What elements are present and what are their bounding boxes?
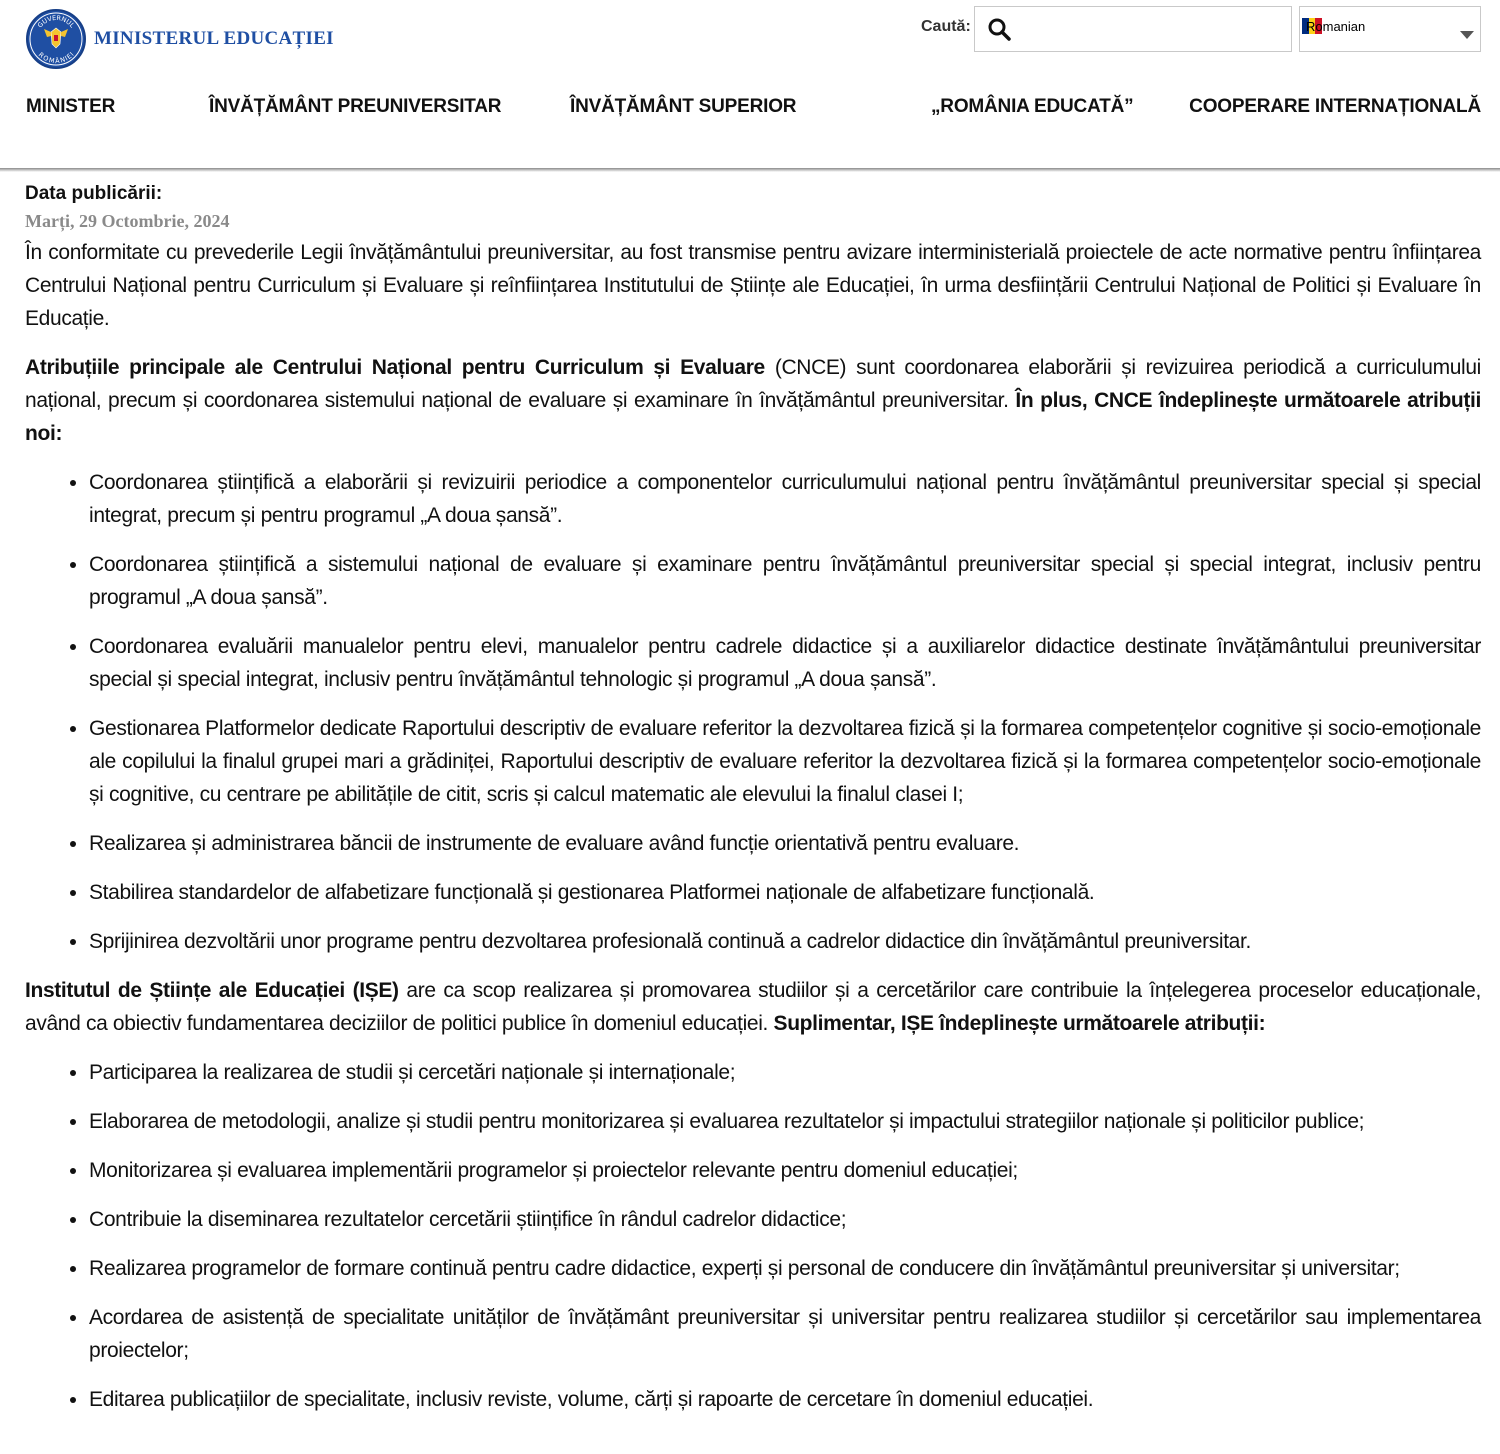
site-header [0,0,1500,170]
cnce-paragraph [25,351,1481,450]
main-navigation [26,96,1481,122]
cnce-list [25,466,1481,958]
ministry-logo[interactable] [26,9,334,69]
ise-lead: Institutul de Științe ale Educației (IȘE) [25,979,399,1002]
ise-text: are ca scop realizarea și promovarea studiilor și a cercetărilor care contribuie la înțelegerea proceselor educaționale, având ca obiectiv fundamentarea deciziilor de politici publice în domeniul educației. [25,979,1481,1035]
government-seal-icon [26,9,86,69]
seal-top-text: GUVERNUL [35,13,77,30]
list-item: • Coordonarea evaluării manualelor pentru elevi, manualelor pentru cadrele didactice și a auxiliarelor didactice destinate învățământului preuniversitar special și special integrat, inclusiv pentru învățământul tehnologic și programul „A doua șansă”. [89,630,1481,696]
list-item: • Gestionarea Platformelor dedicate Raportului descriptiv de evaluare referitor la dezvoltarea fizică și la formarea competențelor cognitive și socio-emoționale ale copilului la finalul grupei mari a grădiniței, Raportului descriptiv de evaluare referitor la dezvoltarea fizică și la formarea competențelor socio-emoționale și cognitive, cu centrare pe abilitățile de citit, scris și calcul matematic ale elevului la finalul clasei I; [89,712,1481,811]
ise-tail: Suplimentar, IȘE îndeplinește următoarele atribuții: [773,1012,1266,1035]
search-icon[interactable] [987,17,1011,41]
list-item: • Editarea publicațiilor de specialitate, inclusiv reviste, volume, cărți și rapoarte de cercetare în domeniul educației. [89,1383,1481,1416]
header-divider [0,168,1500,172]
search-label: Caută: [921,18,971,35]
cnce-lead: Atribuțiile principale ale Centrului Național pentru Curriculum și Evaluare [25,356,765,379]
cnce-text: (CNCE) sunt coordonarea elaborării și revizuirea periodică a curriculumului național, precum și coordonarea sistemului național de evaluare și examinare în învățământul preuniversitar. [25,356,1481,412]
chevron-down-icon[interactable] [1460,27,1474,45]
nav-item-cooperare[interactable]: COOPERARE INTERNAȚIONALĂ [1189,96,1481,117]
list-item: • Sprijinirea dezvoltării unor programe pentru dezvoltarea profesională continuă a cadrelor didactice din învățământul preuniversitar. [89,925,1481,958]
nav-item-preuniversitar[interactable]: ÎNVĂȚĂMÂNT PREUNIVERSITAR [209,96,502,117]
publish-date-label: Data publicării: [25,183,163,204]
list-item: • Coordonarea științifică a elaborării și revizuirii periodice a componentelor curriculumului național pentru învățământul preuniversitar special și special integrat, precum și pentru programul „A doua șansă”. [89,466,1481,532]
article-content [25,180,1481,1432]
nav-item-superior[interactable]: ÎNVĂȚĂMÂNT SUPERIOR [570,96,797,117]
list-item: • Contribuie la diseminarea rezultatelor cercetării științifice în rândul cadrelor didactice; [89,1203,1481,1236]
list-item: • Participarea la realizarea de studii și cercetări naționale și internaționale; [89,1056,1481,1089]
language-selected: Romanian [1306,19,1366,34]
language-select[interactable] [1299,6,1481,52]
ise-paragraph [25,974,1481,1040]
list-item: • Coordonarea științifică a sistemului național de evaluare și examinare pentru învățământul preuniversitar special și special integrat, inclusiv pentru programul „A doua șansă”. [89,548,1481,614]
list-item: • Acordarea de asistență de specialitate unităților de învățământ preuniversitar și universitar pentru realizarea studiilor și cercetărilor sau implementarea proiectelor; [89,1301,1481,1367]
ise-list [25,1056,1481,1416]
list-item: • Elaborarea de metodologii, analize și studii pentru monitorizarea și evaluarea rezultatelor și impactului strategiilor naționale și politicilor publice; [89,1105,1481,1138]
list-item: • Realizarea și administrarea băncii de instrumente de evaluare având funcție orientativă pentru evaluare. [89,827,1481,860]
search-box[interactable] [974,6,1292,52]
cnce-tail: În plus, CNCE îndeplinește următoarele atribuții noi: [25,389,1482,445]
svg-text:ROMÂNIEI [37,51,76,65]
list-item: • Stabilirea standardelor de alfabetizare funcțională și gestionarea Platformei naționale de alfabetizare funcțională. [89,876,1481,909]
ministry-name: MINISTERUL EDUCAȚIEI [94,28,334,49]
svg-text:GUVERNUL [36,14,76,30]
seal-bottom-text: ROMÂNIEI [36,50,76,66]
list-item: • Realizarea programelor de formare continuă pentru cadre didactice, experți și personal de conducere din învățământul preuniversitar și universitar; [89,1252,1481,1285]
search-input[interactable] [1017,8,1291,50]
list-item: • Monitorizarea și evaluarea implementării programelor și proiectelor relevante pentru domeniul educației; [89,1154,1481,1187]
publish-date: Marți, 29 Octombrie, 2024 [25,211,230,231]
nav-item-romania-educata[interactable]: „ROMÂNIA EDUCATĂ” [931,96,1134,117]
nav-item-minister[interactable]: MINISTER [26,96,116,117]
intro-paragraph: În conformitate cu prevederile Legii învățământului preuniversitar, au fost transmise pentru avizare interministerială proiectele de acte normative pentru înființarea Centrului Național pentru Curriculum și Evaluare și reînființarea Institutului de Științe ale Educației, în urma desființării Centrului Național de Politici și Evaluare în Educație. [25,241,1481,330]
